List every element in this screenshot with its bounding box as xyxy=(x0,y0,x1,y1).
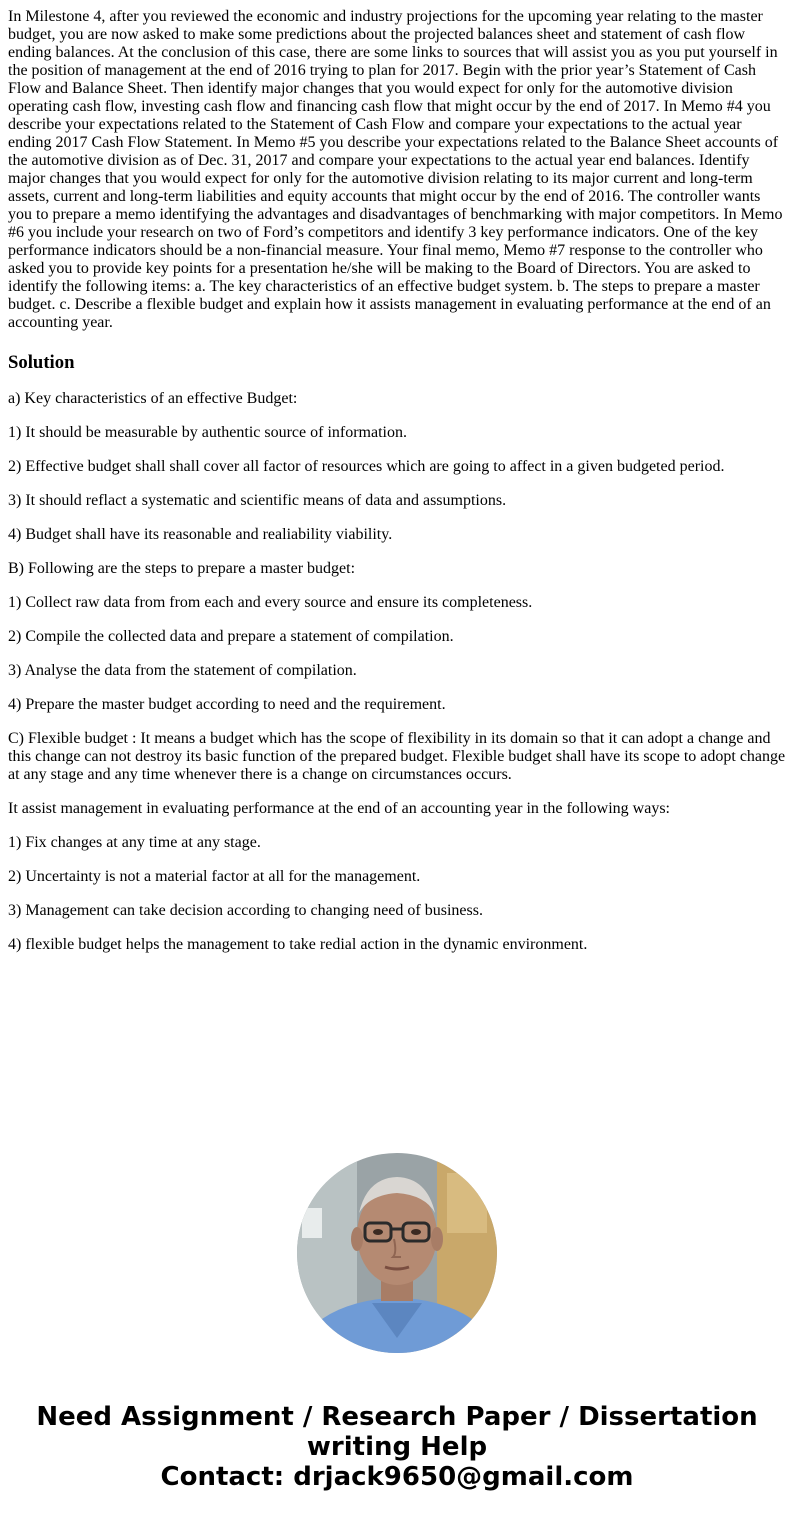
solution-paragraph: 3) It should reflact a systematic and scientific means of data and assumptions. xyxy=(8,492,507,509)
solution-heading: Solution xyxy=(8,352,75,373)
solution-body xyxy=(8,390,786,954)
solution-paragraph: 4) Budget shall have its reasonable and realiability viability. xyxy=(8,526,393,543)
solution-paragraph: 4) flexible budget helps the management to take redial action in the dynamic environment. xyxy=(8,936,588,953)
solution-paragraph: 1) Fix changes at any time at any stage. xyxy=(8,834,261,851)
solution-paragraph: 2) Effective budget shall shall cover all factor of resources which are going to affect in a given budgeted period. xyxy=(8,458,725,475)
solution-paragraph: 1) It should be measurable by authentic source of information. xyxy=(8,424,407,441)
solution-paragraph: 3) Management can take decision according to changing need of business. xyxy=(8,902,483,919)
question-text: In Milestone 4, after you reviewed the economic and industry projections for the upcoming year relating to the master budget, you are now asked to make some predictions about the projected balances sheet and statement of cash flow ending balances. At the conclusion of this case, there are some links to sources that will assist you as you put yourself in the position of management at the end of 2016 trying to plan for 2017. Begin with the prior year’s Statement of Cash Flow and Balance Sheet. Then identify major changes that you would expect for only for the automotive division operating cash flow, investing cash flow and financing cash flow that might occur by the end of 2017. In Memo #4 you describe your expectations related to the Statement of Cash Flow and compare your expectations to the actual year ending 2017 Cash Flow Statement. In Memo #5 you describe your expectations related to the Balance Sheet accounts of the automotive division as of Dec. 31, 2017 and compare your expectations to the actual year end balances. Identify major changes that you would expect for only for the automotive division relating to its major current and long-term assets, current and long-term liabilities and equity accounts that might occur by the end of 2016. The controller wants you to prepare a memo identifying the advantages and disadvantages of benchmarking with major competitors. In Memo #6 you include your research on two of Ford’s competitors and identify 3 key performance indicators. One of the key performance indicators should be a non-financial measure. Your final memo, Memo #7 response to the controller who asked you to provide key points for a presentation he/she will be making to the Board of Directors. You are asked to identify the following items: a. The key characteristics of an effective budget system. b. The steps to prepare a master budget. c. Describe a flexible budget and explain how it assists management in evaluating performance at the end of an accounting year. xyxy=(8,8,783,331)
solution-paragraph: 2) Compile the collected data and prepare a statement of compilation. xyxy=(8,628,454,645)
solution-paragraph: 2) Uncertainty is not a material factor at all for the management. xyxy=(8,868,421,885)
author-avatar xyxy=(297,1153,497,1353)
solution-paragraph: 3) Analyse the data from the statement of compilation. xyxy=(8,662,357,679)
footer-line: Need Assignment / Research Paper / Dissertation xyxy=(36,1402,758,1432)
document-content xyxy=(8,8,786,954)
contact-footer xyxy=(0,1402,794,1492)
solution-paragraph: 1) Collect raw data from from each and every source and ensure its completeness. xyxy=(8,594,533,611)
solution-paragraph: It assist management in evaluating performance at the end of an accounting year in the following ways: xyxy=(8,800,670,817)
solution-paragraph: B) Following are the steps to prepare a master budget: xyxy=(8,560,356,577)
footer-contact: Contact: drjack9650@gmail.com xyxy=(160,1462,634,1492)
solution-paragraph: 4) Prepare the master budget according to need and the requirement. xyxy=(8,696,446,713)
author-photo xyxy=(297,1153,497,1353)
footer-line: writing Help xyxy=(306,1432,488,1462)
solution-paragraph: a) Key characteristics of an effective Budget: xyxy=(8,390,298,407)
solution-paragraph: C) Flexible budget : It means a budget which has the scope of flexibility in its domain so that it can adopt a change and this change can not destroy its basic function of the prepared budget. Flexible budget shall have its scope to adopt change at any stage and any time whenever there is a change on circumstances occurs. xyxy=(8,730,786,783)
